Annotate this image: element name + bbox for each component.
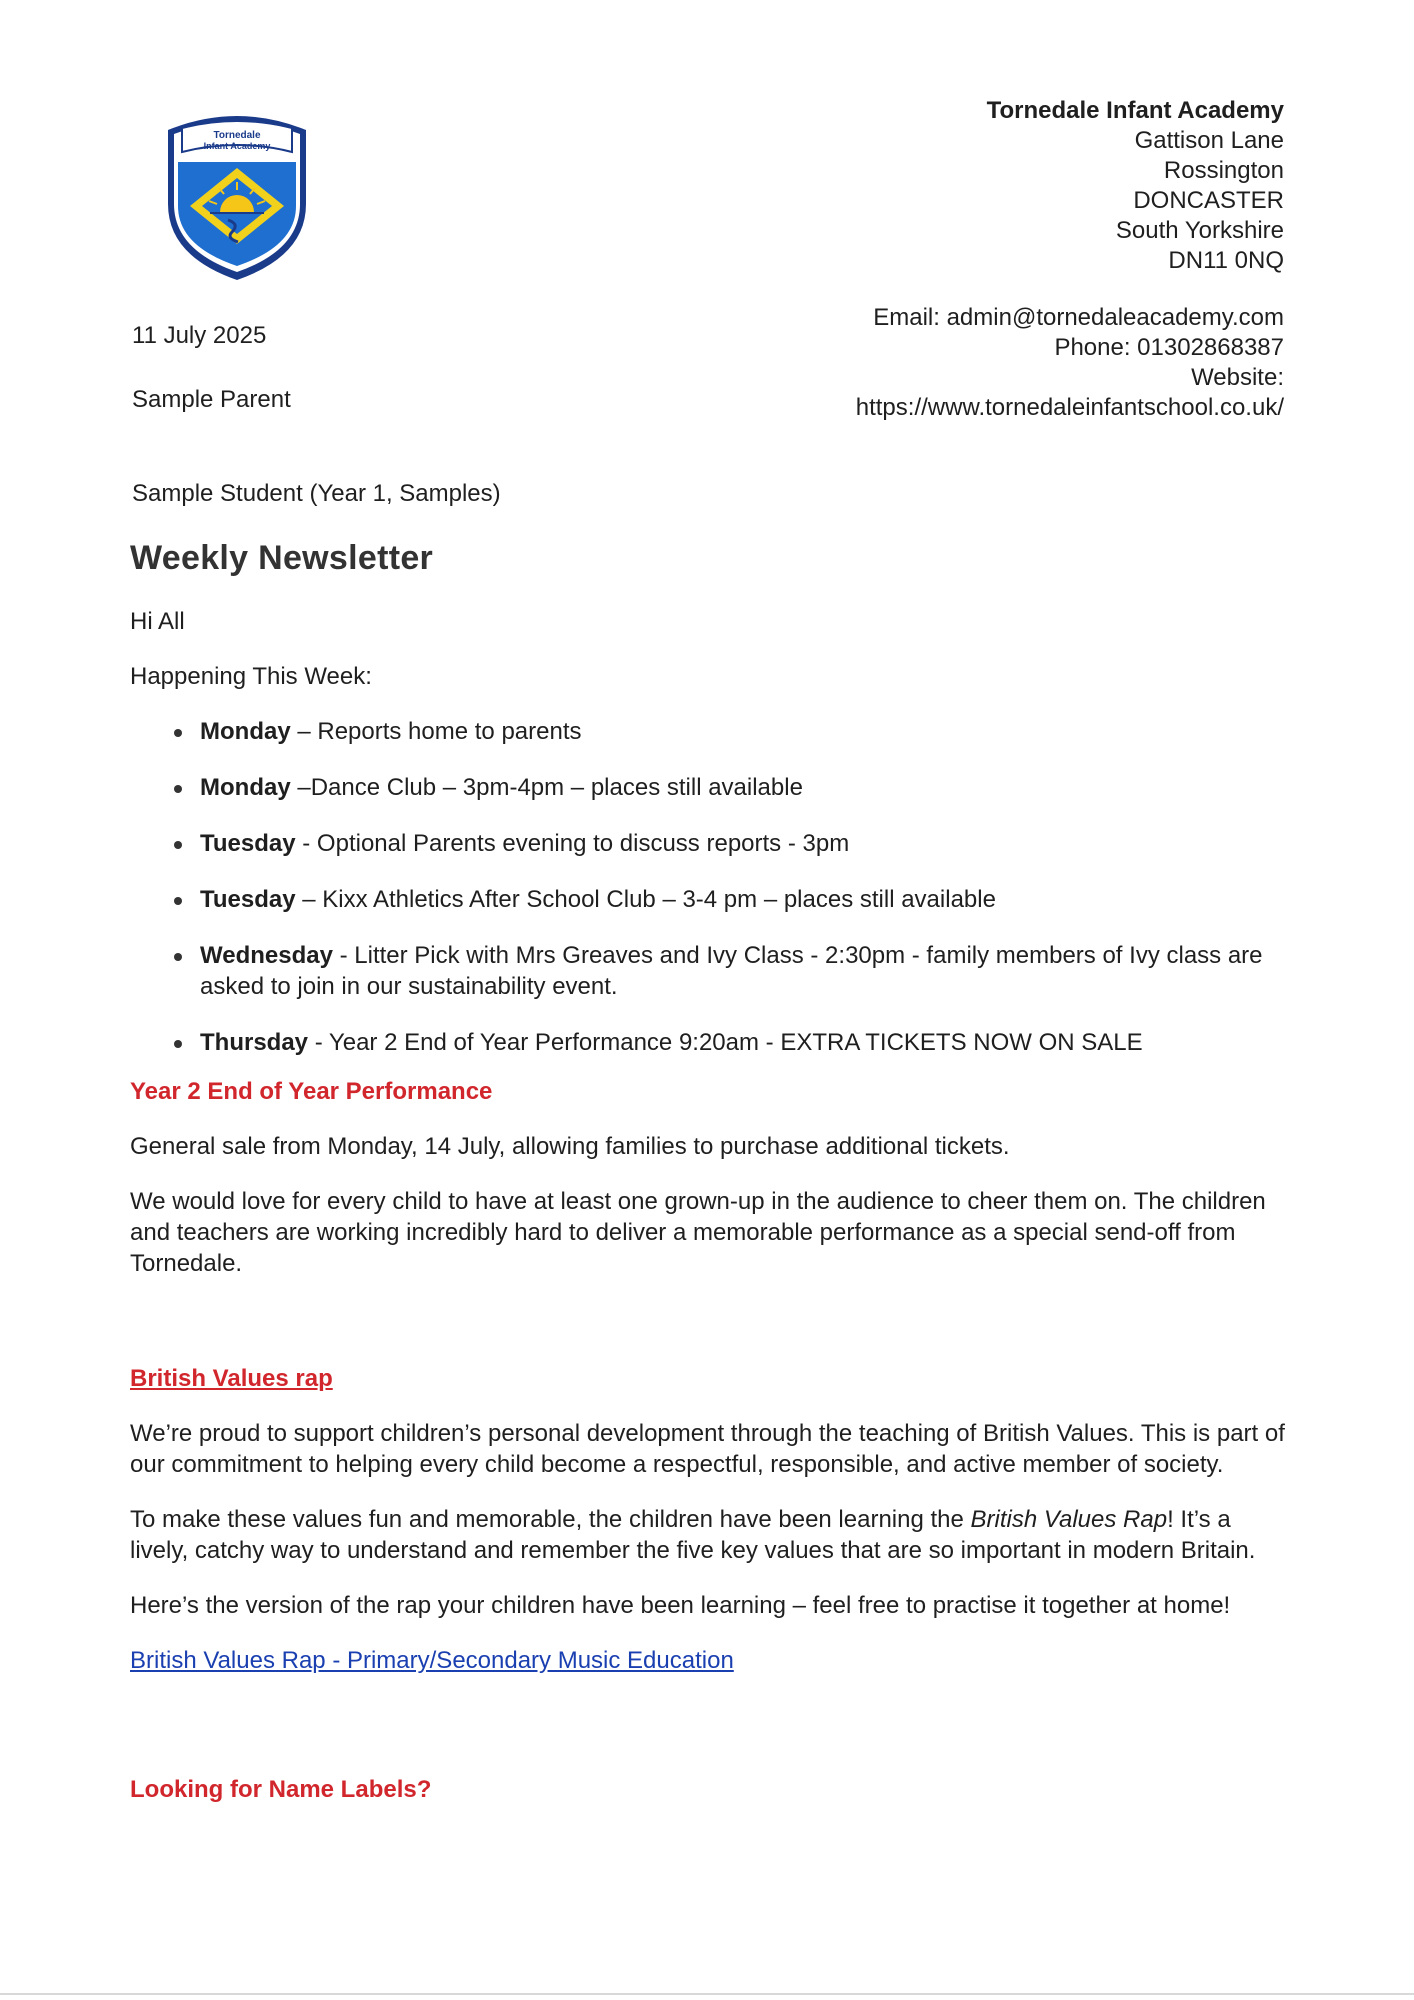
greeting: Hi All [130, 608, 185, 635]
rap-p2-before: To make these values fun and memorable, the children have been learning the [130, 1506, 971, 1533]
school-crest-logo [160, 108, 314, 284]
logo-text-line2: Infant Academy [203, 141, 271, 151]
logo-text-line1: Tornedale [213, 130, 261, 141]
letter-student: Sample Student (Year 1, Samples) [132, 480, 501, 507]
address-line: Rossington [1163, 157, 1284, 184]
event-day: Monday [200, 774, 291, 801]
letter-date: 11 July 2025 [132, 322, 267, 349]
event-day: Wednesday [200, 942, 333, 969]
newsletter-body [130, 538, 1290, 1829]
rap-heading: British Values rap [130, 1365, 333, 1392]
event-text: - Year 2 End of Year Performance 9:20am - EXTRA TICKETS NOW ON SALE [308, 1029, 1143, 1056]
school-name: Tornedale Infant Academy [986, 97, 1284, 124]
letter-recipient: Sample Parent [132, 386, 291, 413]
rap-p2-emphasis: British Values Rap [970, 1506, 1168, 1533]
rap-link[interactable]: British Values Rap - Primary/Secondary Music Education [130, 1647, 734, 1674]
address-postcode: DN11 0NQ [1168, 247, 1284, 274]
week-intro: Happening This Week: [130, 663, 372, 690]
event-text: - Litter Pick with Mrs Greaves and Ivy Class - 2:30pm - family members of Ivy class are asked to join in our sustainability event. [200, 942, 1263, 1000]
address-line: Gattison Lane [1134, 127, 1284, 154]
list-item [200, 772, 1290, 803]
spacer [130, 1303, 1290, 1363]
events-list [130, 716, 1290, 1058]
website-url: https://www.tornedaleinfantschool.co.uk/ [855, 394, 1284, 421]
event-text: – Kixx Athletics After School Club – 3-4 pm – places still available [295, 886, 996, 913]
list-item [200, 884, 1290, 915]
performance-heading: Year 2 End of Year Performance [130, 1078, 493, 1105]
address-line: DONCASTER [1133, 187, 1284, 214]
name-labels-heading: Looking for Name Labels? [130, 1776, 432, 1803]
page-bottom-rule [0, 1993, 1414, 1995]
phone-line: Phone: 01302868387 [1054, 334, 1284, 361]
rap-paragraph-3: Here’s the version of the rap your children have been learning – feel free to practise it together at home! [130, 1592, 1231, 1619]
website-label: Website: [1191, 364, 1284, 391]
school-address [987, 96, 1284, 276]
rap-paragraph-2 [130, 1504, 1290, 1566]
rap-p2-after: ! It’s a lively, catchy way to understand and remember the five key values that are so important in modern Britain. [130, 1506, 1256, 1564]
rap-paragraph-1: We’re proud to support children’s personal development through the teaching of British Values. This is part of our commitment to helping every child become a respectful, responsible, and active member of society. [130, 1420, 1285, 1478]
email-line: Email: admin@tornedaleacademy.com [873, 304, 1284, 331]
list-item [200, 940, 1290, 1002]
spacer [130, 1700, 1290, 1774]
event-text: – Reports home to parents [290, 718, 582, 745]
address-line: South Yorkshire [1115, 217, 1284, 244]
event-day: Tuesday [200, 886, 296, 913]
performance-paragraph-1: General sale from Monday, 14 July, allowing families to purchase additional tickets. [130, 1133, 1010, 1160]
performance-paragraph-2: We would love for every child to have at least one grown-up in the audience to cheer them on. The children and teachers are working incredibly hard to deliver a memorable performance as a special send-off from Tornedale. [130, 1188, 1266, 1277]
list-item [200, 828, 1290, 859]
school-contact [856, 303, 1284, 423]
event-day: Tuesday [200, 830, 296, 857]
event-day: Thursday [200, 1029, 309, 1056]
event-text: - Optional Parents evening to discuss reports - 3pm [295, 830, 850, 857]
list-item [200, 716, 1290, 747]
event-day: Monday [200, 718, 291, 745]
list-item [200, 1027, 1290, 1058]
newsletter-title: Weekly Newsletter [130, 539, 434, 577]
event-text: –Dance Club – 3pm-4pm – places still available [290, 774, 803, 801]
